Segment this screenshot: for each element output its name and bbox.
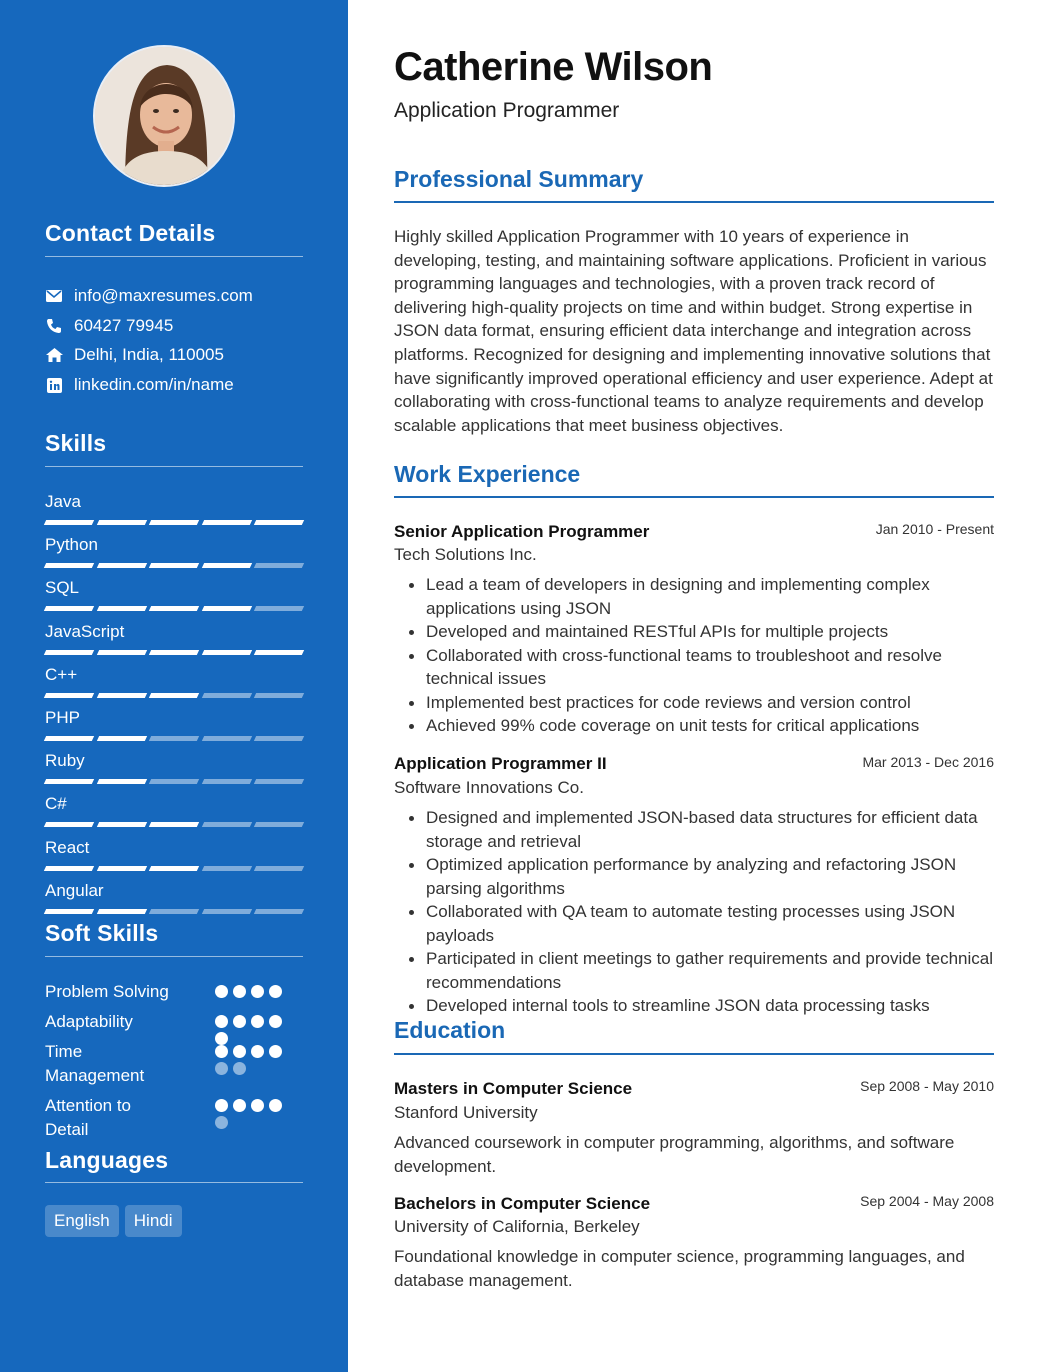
soft-skill-rating [215, 1015, 295, 1045]
education-divider [394, 1053, 994, 1055]
skill-name: C++ [45, 664, 78, 684]
job-title: Application Programmer II [394, 754, 607, 773]
rating-dot [215, 1116, 228, 1129]
skill-level-segment [96, 693, 146, 698]
skill-level-segment [44, 693, 94, 698]
contact-email[interactable] [45, 285, 253, 307]
skill-level-segment [44, 606, 94, 611]
skill-level-bar [45, 822, 303, 828]
list-item: Collaborated with QA team to automate testing processes using JSON payloads [426, 900, 994, 947]
list-item: Achieved 99% code coverage on unit tests for critical applications [426, 714, 994, 738]
skill-level-segment [96, 606, 146, 611]
summary-title: Professional Summary [394, 166, 644, 192]
skill-level-segment [44, 779, 94, 784]
languages-list [45, 1205, 182, 1237]
job-bullets [426, 806, 994, 1018]
skill-level-segment [149, 650, 199, 655]
skill-name: Angular [45, 880, 104, 900]
skill-level-segment [254, 909, 304, 914]
contact-divider [45, 256, 303, 257]
skills-divider [45, 466, 303, 467]
skill-level-segment [96, 779, 146, 784]
skill-level-segment [201, 822, 251, 827]
degree-description: Foundational knowledge in computer science, programming languages, and database management. [394, 1247, 965, 1290]
skill-level-segment [254, 779, 304, 784]
rating-dot [251, 1015, 264, 1028]
skill-level-segment [254, 736, 304, 741]
skill-level-segment [96, 736, 146, 741]
soft-skill-name: Attention to Detail [45, 1096, 132, 1139]
rating-dot [269, 1015, 282, 1028]
skill-level-bar [45, 650, 303, 656]
rating-dot [233, 985, 246, 998]
skill-name: SQL [45, 578, 80, 598]
skill-level-segment [201, 909, 251, 914]
skill-level-segment [201, 650, 251, 655]
skill-level-segment [96, 866, 146, 871]
skill-level-segment [149, 606, 199, 611]
skill-level-segment [149, 822, 199, 827]
skill-level-segment [44, 650, 94, 655]
skill-level-segment [201, 779, 251, 784]
skill-level-segment [96, 822, 146, 827]
school-name: University of California, Berkeley [394, 1217, 640, 1236]
list-item: Designed and implemented JSON-based data structures for efficient data storage and retrieval [426, 806, 994, 853]
skill-level-bar [45, 866, 303, 872]
skill-name: Python [45, 535, 98, 555]
rating-dot [215, 1015, 228, 1028]
skill-level-segment [254, 563, 304, 568]
skill-level-segment [201, 693, 251, 698]
phone-icon [45, 317, 63, 335]
skill-level-segment [149, 866, 199, 871]
rating-dot [215, 1099, 228, 1112]
rating-dot [269, 1099, 282, 1112]
skill-level-segment [149, 779, 199, 784]
skill-level-bar [45, 520, 303, 526]
skill-level-bar [45, 736, 303, 742]
skill-level-segment [201, 606, 251, 611]
address-text: Delhi, India, 110005 [74, 345, 224, 364]
skill-level-segment [96, 909, 146, 914]
skill-level-segment [44, 736, 94, 741]
candidate-name: Catherine Wilson [394, 45, 713, 89]
languages-title: Languages [45, 1147, 169, 1173]
list-item: Implemented best practices for code reviews and version control [426, 691, 994, 715]
contact-address [45, 344, 224, 366]
skill-level-segment [149, 693, 199, 698]
list-item: Optimized application performance by analyzing and refactoring JSON parsing algorithms [426, 853, 994, 900]
soft-skills-title: Soft Skills [45, 920, 159, 946]
job-title: Senior Application Programmer [394, 522, 650, 541]
skill-name: React [45, 837, 90, 857]
rating-dot [269, 1045, 282, 1058]
list-item: Developed and maintained RESTful APIs for multiple projects [426, 620, 994, 644]
skill-level-segment [149, 563, 199, 568]
skill-level-bar [45, 693, 303, 699]
experience-divider [394, 496, 994, 498]
avatar [95, 47, 235, 187]
contact-title: Contact Details [45, 220, 216, 246]
skill-level-segment [254, 650, 304, 655]
rating-dot [251, 985, 264, 998]
contact-linkedin[interactable] [45, 374, 234, 396]
skill-level-segment [44, 520, 94, 525]
envelope-icon [45, 287, 63, 305]
job-date: Mar 2013 - Dec 2016 [862, 754, 994, 770]
rating-dot [215, 1062, 228, 1075]
linkedin-icon [45, 376, 63, 394]
contact-phone[interactable] [45, 315, 173, 337]
summary-divider [394, 201, 994, 203]
phone-text: 60427 79945 [74, 316, 174, 335]
list-item: Lead a team of developers in designing and implementing complex applications using JSON [426, 573, 994, 620]
skill-level-segment [44, 866, 94, 871]
rating-dot [251, 1099, 264, 1112]
degree-date: Sep 2008 - May 2010 [860, 1078, 994, 1094]
linkedin-text: linkedin.com/in/name [74, 375, 234, 394]
email-text: info@maxresumes.com [74, 286, 253, 305]
languages-divider [45, 1182, 303, 1183]
skill-level-segment [254, 866, 304, 871]
skill-level-segment [254, 822, 304, 827]
skill-level-segment [254, 606, 304, 611]
list-item: Developed internal tools to streamline JSON data processing tasks [426, 994, 994, 1018]
job-date: Jan 2010 - Present [875, 521, 994, 537]
skill-level-segment [201, 520, 251, 525]
rating-dot [215, 1032, 228, 1045]
job-bullets [426, 573, 994, 738]
soft-skills-divider [45, 956, 303, 957]
rating-dot [233, 1015, 246, 1028]
summary-text: Highly skilled Application Programmer with 10 years of experience in developing, testing, and maintaining software applications. Proficient in various programming languages and technologies, with a proven track record of delivering high-quality projects on time and within budget. Strong expertise in JSON data format, ensuring efficient data interchange and integration across platforms. Recognized for designing and implementing innovative solutions that have significantly improved operational efficiency and user experience. Adept at collaborating with cross-functional teams to analyze requirements and develop scalable applications that meet business objectives. [394, 227, 993, 435]
school-name: Stanford University [394, 1103, 538, 1122]
skill-name: PHP [45, 708, 80, 727]
rating-dot [215, 1045, 228, 1058]
soft-skill-name: Problem Solving [45, 982, 169, 1001]
job-company: Software Innovations Co. [394, 778, 584, 797]
skill-level-segment [201, 736, 251, 741]
skill-level-segment [44, 909, 94, 914]
skill-level-segment [254, 520, 304, 525]
skill-level-segment [149, 909, 199, 914]
skill-level-bar [45, 563, 303, 569]
soft-skill-rating [215, 985, 295, 998]
skill-level-bar [45, 606, 303, 612]
language-tag: English [45, 1205, 119, 1237]
skill-level-bar [45, 909, 303, 915]
home-icon [45, 346, 63, 364]
skill-name: Java [45, 492, 81, 511]
soft-skill-rating [215, 1045, 295, 1075]
degree-date: Sep 2004 - May 2008 [860, 1193, 994, 1209]
degree-description: Advanced coursework in computer programming, algorithms, and software development. [394, 1133, 955, 1176]
rating-dot [233, 1062, 246, 1075]
degree-title: Masters in Computer Science [394, 1079, 633, 1098]
skill-level-segment [149, 736, 199, 741]
skill-level-segment [96, 563, 146, 568]
candidate-role: Application Programmer [394, 99, 620, 122]
skill-level-segment [201, 866, 251, 871]
rating-dot [251, 1045, 264, 1058]
sidebar [0, 0, 348, 1372]
skill-level-segment [96, 650, 146, 655]
skills-title: Skills [45, 430, 107, 456]
profile-photo [93, 45, 235, 187]
rating-dot [215, 985, 228, 998]
experience-title: Work Experience [394, 461, 581, 487]
job-company: Tech Solutions Inc. [394, 545, 537, 564]
skill-name: JavaScript [45, 621, 125, 641]
language-tag: Hindi [125, 1205, 182, 1237]
list-item: Collaborated with cross-functional teams to troubleshoot and resolve technical issues [426, 644, 994, 691]
soft-skill-rating [215, 1099, 295, 1129]
skill-level-bar [45, 779, 303, 785]
skill-name: Ruby [45, 751, 85, 771]
skill-level-segment [44, 563, 94, 568]
rating-dot [269, 985, 282, 998]
rating-dot [233, 1099, 246, 1112]
soft-skill-name: Adaptability [45, 1012, 133, 1031]
degree-title: Bachelors in Computer Science [394, 1194, 651, 1213]
rating-dot [233, 1045, 246, 1058]
skill-level-segment [44, 822, 94, 827]
list-item: Participated in client meetings to gather requirements and provide technical recommendations [426, 947, 994, 994]
soft-skill-name: Time Management [45, 1042, 145, 1085]
skill-level-segment [149, 520, 199, 525]
skill-name: C# [45, 794, 67, 814]
skill-level-segment [96, 520, 146, 525]
skill-level-segment [201, 563, 251, 568]
education-title: Education [394, 1017, 506, 1043]
skill-level-segment [254, 693, 304, 698]
